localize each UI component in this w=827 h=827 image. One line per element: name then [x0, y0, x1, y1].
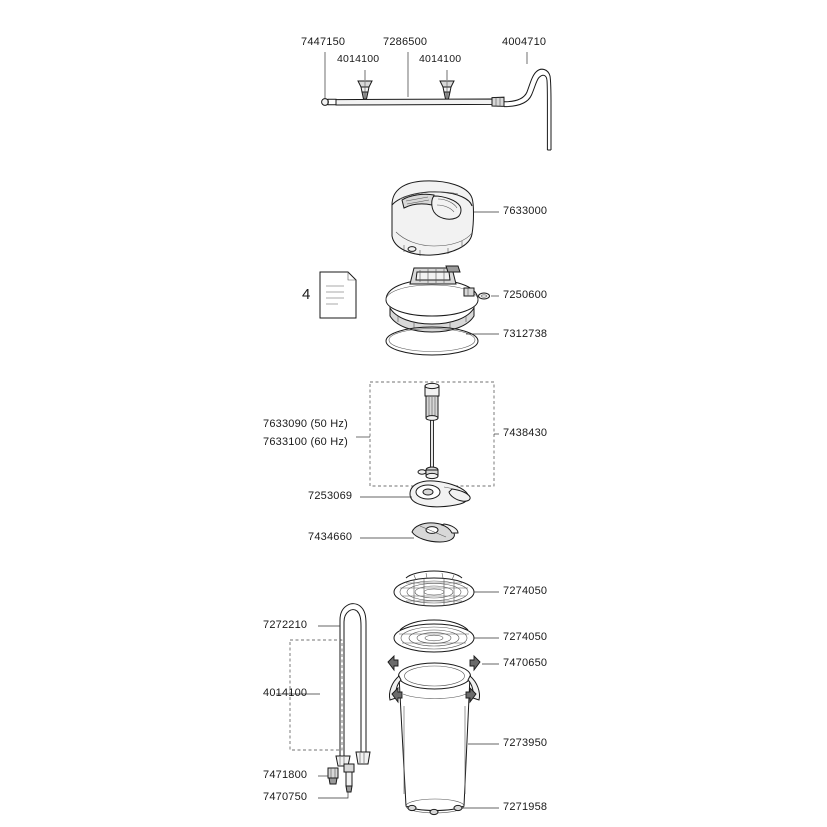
canister-assembly-art — [276, 571, 499, 815]
label-7633090: 7633090 (50 Hz) — [263, 418, 348, 430]
clamp-left — [358, 81, 372, 99]
label-7470650: 7470650 — [503, 657, 548, 669]
label-7633100: 7633100 (60 Hz) — [263, 436, 348, 448]
label-4014100-left: 4014100 — [337, 53, 380, 65]
impeller-assembly-art — [356, 382, 499, 542]
label-7438430: 7438430 — [503, 427, 548, 439]
label-7274050-bottom: 7274050 — [503, 631, 548, 643]
label-7312738: 7312738 — [503, 328, 548, 340]
label-4004710: 4004710 — [502, 36, 547, 48]
label-7633000: 7633000 — [503, 205, 548, 217]
clamp-right — [440, 81, 454, 99]
label-7470750: 7470750 — [263, 791, 308, 803]
label-7447150: 7447150 — [301, 36, 346, 48]
hose-assembly-art — [322, 52, 551, 150]
label-7286500: 7286500 — [383, 36, 428, 48]
label-7271958: 7271958 — [503, 801, 548, 813]
label-4014100-right: 4014100 — [419, 53, 462, 65]
label-4014100-canister: 4014100 — [263, 687, 308, 699]
label-manual-item: 4 — [302, 286, 311, 303]
label-7253069: 7253069 — [308, 490, 353, 502]
label-7272210: 7272210 — [263, 619, 308, 631]
label-7434660: 7434660 — [308, 531, 353, 543]
label-7250600: 7250600 — [503, 289, 548, 301]
manual-icon — [320, 272, 356, 318]
motor-head-art — [320, 181, 499, 355]
label-7274050-top: 7274050 — [503, 585, 548, 597]
label-7471800: 7471800 — [263, 769, 308, 781]
label-7273950: 7273950 — [503, 737, 548, 749]
